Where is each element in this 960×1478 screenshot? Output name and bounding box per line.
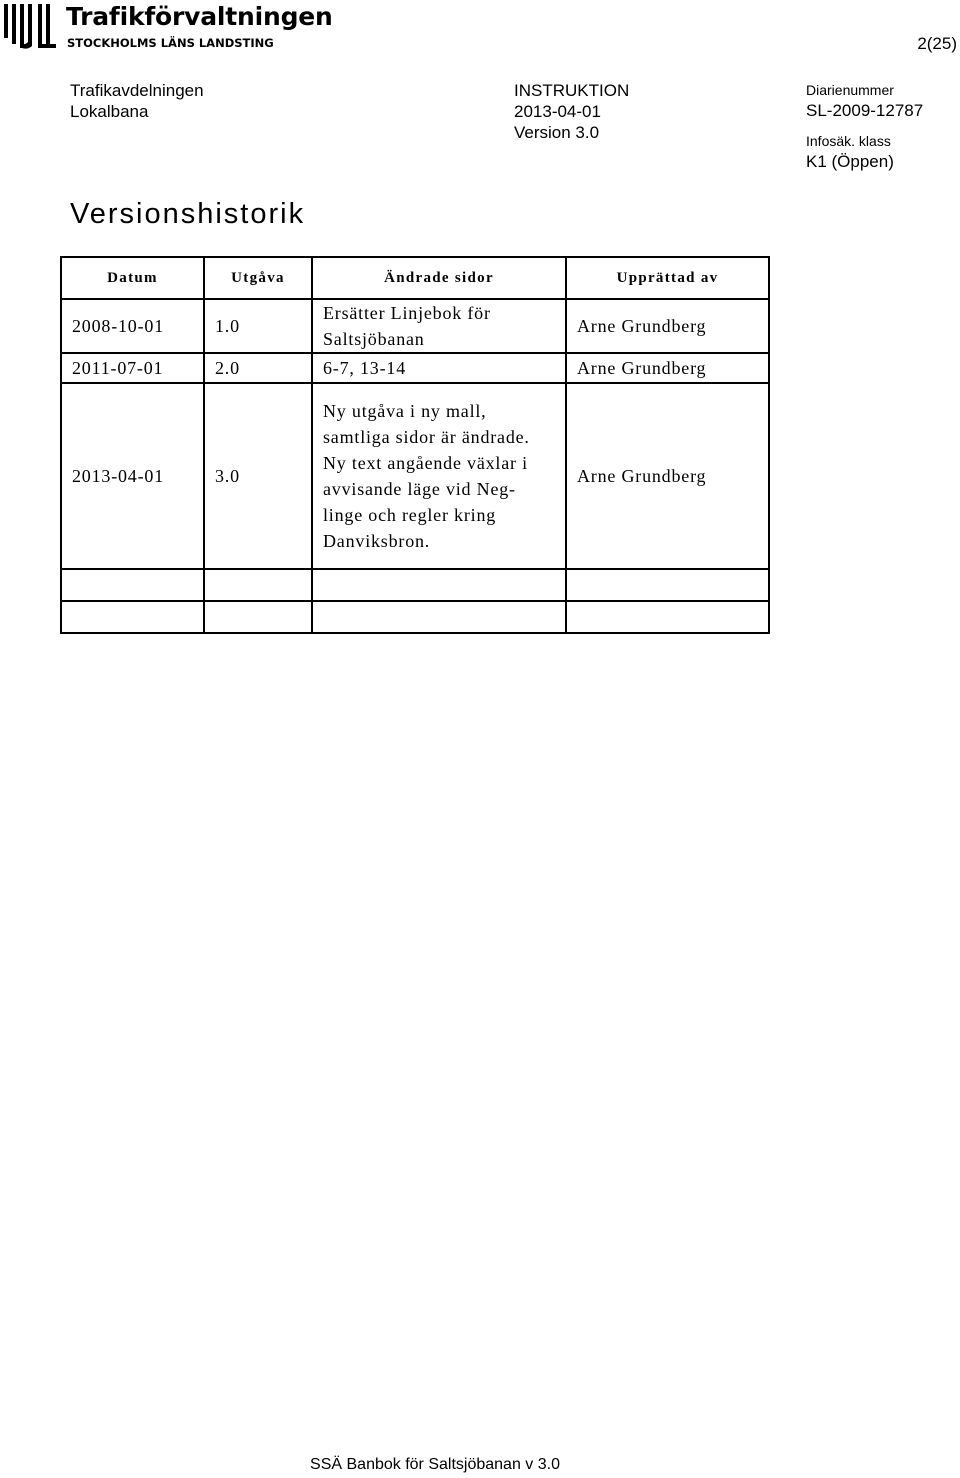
cell-edition bbox=[204, 569, 312, 601]
cell-edition bbox=[204, 601, 312, 633]
department: Trafikavdelningen bbox=[70, 81, 204, 100]
security-label: Infosäk. klass bbox=[806, 133, 891, 149]
column-header-changes: Ändrade sidor bbox=[312, 257, 566, 299]
cell-author: Arne Grundberg bbox=[566, 353, 769, 383]
document-date: 2013-04-01 bbox=[514, 102, 601, 121]
header-department-block bbox=[70, 80, 204, 122]
column-header-date: Datum bbox=[61, 257, 204, 299]
cell-changes bbox=[312, 569, 566, 601]
cell-date bbox=[61, 569, 204, 601]
table-row bbox=[61, 569, 769, 601]
cell-changes bbox=[312, 601, 566, 633]
column-header-author: Upprättad av bbox=[566, 257, 769, 299]
cell-changes: Ny utgåva i ny mall, samtliga sidor är ändrade. Ny text angående växlar i avvisande läge vid Neg-linge och regler kring Danviksbron. bbox=[312, 383, 566, 569]
table-row bbox=[61, 601, 769, 633]
table-header-row bbox=[61, 257, 769, 299]
cell-date: 2013-04-01 bbox=[61, 383, 204, 569]
document-version: Version 3.0 bbox=[514, 123, 600, 142]
unit: Lokalbana bbox=[70, 102, 149, 121]
header-document-block bbox=[514, 80, 629, 143]
cell-author: Arne Grundberg bbox=[566, 299, 769, 353]
cell-author: Arne Grundberg bbox=[566, 383, 769, 569]
diary-label: Diarienummer bbox=[806, 82, 894, 98]
diary-number: SL-2009-12787 bbox=[806, 101, 924, 120]
cell-author bbox=[566, 569, 769, 601]
logo-subtitle: STOCKHOLMS LÄNS LANDSTING bbox=[67, 36, 274, 50]
cell-edition: 1.0 bbox=[204, 299, 312, 353]
logo-name: Trafikförvaltningen bbox=[66, 2, 333, 31]
cell-edition: 2.0 bbox=[204, 353, 312, 383]
column-header-edition: Utgåva bbox=[204, 257, 312, 299]
cell-edition: 3.0 bbox=[204, 383, 312, 569]
logo-icon bbox=[2, 2, 58, 50]
document-type: INSTRUKTION bbox=[514, 81, 630, 100]
logo bbox=[0, 0, 333, 58]
table-row bbox=[61, 353, 769, 383]
table-row bbox=[61, 299, 769, 353]
cell-changes: Ersätter Linjebok för Saltsjöbanan bbox=[312, 299, 566, 353]
page-number: 2(25) bbox=[917, 34, 957, 53]
header-registry-block bbox=[806, 80, 923, 172]
cell-changes: 6-7, 13-14 bbox=[312, 353, 566, 383]
version-history-table bbox=[60, 256, 770, 634]
cell-author bbox=[566, 601, 769, 633]
footer: SSÄ Banbok för Saltsjöbanan v 3.0 bbox=[310, 1456, 560, 1473]
cell-date: 2008-10-01 bbox=[61, 299, 204, 353]
cell-date bbox=[61, 601, 204, 633]
section-title: Versionshistorik bbox=[70, 198, 306, 230]
security-value: K1 (Öppen) bbox=[806, 152, 894, 171]
cell-date: 2011-07-01 bbox=[61, 353, 204, 383]
table-row bbox=[61, 383, 769, 569]
